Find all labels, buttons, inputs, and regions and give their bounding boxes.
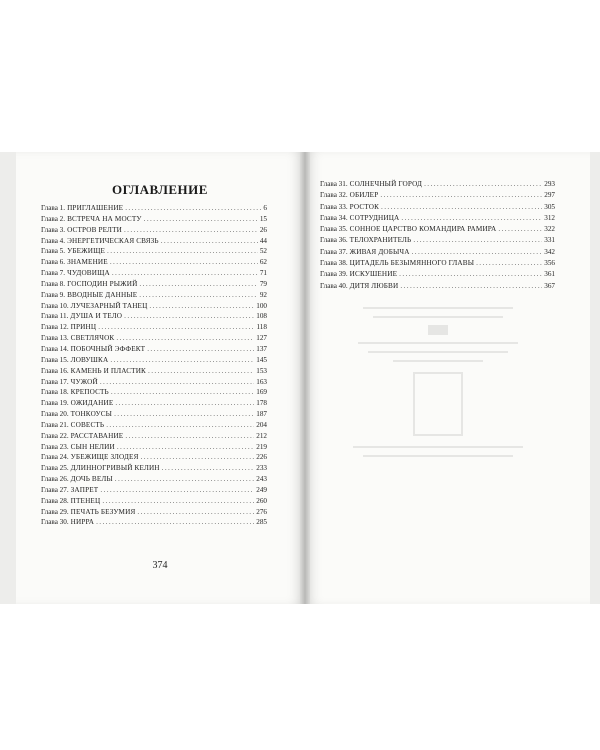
chapter-number: Глава 31.	[320, 180, 348, 188]
chapter-page: 204	[256, 420, 267, 429]
toc-entry	[41, 290, 267, 301]
toc-entry	[41, 301, 267, 312]
chapter-number: Глава 38.	[320, 259, 348, 268]
dot-leader	[399, 269, 542, 280]
chapter-number: Глава 15.	[41, 355, 69, 364]
chapter-page: 169	[256, 388, 267, 397]
chapter-number: Глава 19.	[41, 399, 69, 408]
chapter-number: Глава 16.	[41, 366, 69, 375]
chapter-number: Глава 36.	[320, 236, 348, 245]
toc-entry	[320, 202, 555, 213]
chapter-page: 356	[544, 259, 555, 268]
dot-leader	[124, 225, 258, 236]
chapter-title: ЗНАМЕНИЕ	[67, 258, 108, 267]
chapter-number: Глава 12.	[41, 323, 69, 332]
chapter-page: 108	[256, 312, 267, 321]
chapter-title: ВВОДНЫЕ ДАННЫЕ	[67, 290, 138, 299]
dot-leader	[96, 517, 254, 528]
chapter-number: Глава 30.	[41, 518, 69, 527]
chapter-number: Глава 26.	[41, 475, 69, 484]
toc-list-right	[320, 179, 555, 292]
toc-entry	[41, 268, 267, 279]
chapter-page: 361	[544, 270, 555, 279]
toc-entry	[320, 258, 555, 269]
toc-entry	[41, 257, 267, 268]
chapter-number: Глава 3.	[41, 225, 66, 234]
toc-entry	[41, 431, 267, 442]
chapter-page: 276	[256, 507, 267, 516]
chapter-page: 137	[256, 344, 267, 353]
toc-entry	[320, 179, 555, 190]
toc-entry	[41, 214, 267, 225]
chapter-page: 79	[259, 279, 267, 288]
chapter-page: 305	[544, 202, 555, 211]
chapter-number: Глава 13.	[41, 334, 69, 343]
dot-leader	[476, 258, 542, 269]
chapter-number: Глава 5.	[41, 247, 66, 256]
chapter-title: СВЕТЛЯЧОК	[70, 334, 115, 343]
chapter-title: ЛУЧЕЗАРНЫЙ ТАНЕЦ	[70, 301, 148, 310]
chapter-title: ЧУЖОЙ	[70, 377, 98, 386]
dot-leader	[148, 366, 254, 377]
dot-leader	[117, 442, 254, 453]
chapter-number: Глава 18.	[41, 388, 69, 397]
chapter-page: 322	[544, 225, 555, 234]
chapter-title: ГОСПОДИН РЫЖИЙ	[67, 279, 138, 288]
chapter-title: ДИТЯ ЛЮБВИ	[349, 281, 399, 290]
chapter-page: 260	[256, 496, 267, 505]
chapter-title: ДЛИННОГРИВЫЙ КЕЛИН	[70, 464, 160, 473]
toc-entry	[41, 279, 267, 290]
toc-entry	[41, 236, 267, 247]
toc-entry	[41, 377, 267, 388]
toc-entry	[320, 247, 555, 258]
bleed-through-imprint	[338, 300, 538, 550]
chapter-title: УБЕЖИЩЕ ЗЛОДЕЯ	[70, 453, 139, 462]
chapter-title: ТОНКОУСЫ	[70, 410, 113, 419]
dot-leader	[162, 463, 255, 474]
chapter-title: ДУША И ТЕЛО	[70, 312, 123, 321]
dot-leader	[401, 213, 542, 224]
chapter-number: Глава 28.	[41, 496, 69, 505]
toc-entry	[41, 355, 267, 366]
dot-leader	[412, 247, 543, 258]
chapter-title: ВСТРЕЧА НА МОСТУ	[67, 214, 142, 223]
dot-leader	[102, 496, 254, 507]
dot-leader	[115, 474, 254, 485]
dot-leader	[98, 322, 254, 333]
chapter-title: ПОБОЧНЫЙ ЭФФЕКТ	[70, 344, 146, 353]
chapter-title: ЦИТАДЕЛЬ БЕЗЫМЯННОГО ГЛАВЫ	[349, 259, 475, 268]
dot-leader	[114, 409, 254, 420]
chapter-page: 127	[256, 334, 267, 343]
chapter-number: Глава 35.	[320, 225, 348, 234]
toc-entry	[41, 387, 267, 398]
chapter-title: СОВЕСТЬ	[70, 420, 105, 429]
chapter-number: Глава 10.	[41, 301, 69, 310]
chapter-title: УБЕЖИЩЕ	[67, 247, 106, 256]
chapter-page: 62	[259, 258, 267, 267]
dot-leader	[111, 387, 254, 398]
chapter-page: 187	[256, 410, 267, 419]
chapter-page: 26	[259, 225, 267, 234]
book-gutter	[300, 152, 310, 604]
chapter-title: СОЛНЕЧНЫЙ ГОРОД	[349, 180, 423, 188]
chapter-title: ПЕЧАТЬ БЕЗУМИЯ	[70, 507, 136, 516]
dot-leader	[137, 507, 254, 518]
dot-leader	[125, 431, 254, 442]
chapter-page: 293	[544, 180, 555, 188]
chapter-title: СОННОЕ ЦАРСТВО КОМАНДИРА РАМИРА	[349, 225, 497, 234]
chapter-number: Глава 9.	[41, 290, 66, 299]
toc-entry	[41, 463, 267, 474]
dot-leader	[116, 333, 254, 344]
toc-entry	[41, 452, 267, 463]
chapter-number: Глава 22.	[41, 431, 69, 440]
chapter-title: ОЖИДАНИЕ	[70, 399, 114, 408]
chapter-title: ОСТРОВ РЕЛТИ	[67, 225, 122, 234]
chapter-number: Глава 27.	[41, 485, 69, 494]
toc-entry	[41, 398, 267, 409]
chapter-title: КАМЕНЬ И ПЛАСТИК	[70, 366, 147, 375]
dot-leader	[381, 202, 542, 213]
chapter-title: СЫН НЕЛИИ	[70, 442, 115, 451]
toc-entry	[320, 224, 555, 235]
chapter-page: 219	[256, 442, 267, 451]
chapter-title: ПРИНЦ	[70, 323, 97, 332]
toc-title: ОГЛАВЛЕНИЕ	[112, 182, 208, 197]
dot-leader	[106, 420, 254, 431]
toc-entry	[41, 496, 267, 507]
chapter-number: Глава 8.	[41, 279, 66, 288]
toc-entry	[41, 333, 267, 344]
dot-leader	[400, 281, 542, 292]
chapter-number: Глава 14.	[41, 344, 69, 353]
dot-leader	[144, 214, 258, 225]
chapter-page: 44	[259, 236, 267, 245]
chapter-page: 52	[259, 247, 267, 256]
chapter-number: Глава 4.	[41, 236, 66, 245]
chapter-page: 233	[256, 464, 267, 473]
chapter-page: 145	[256, 355, 267, 364]
chapter-number: Глава 25.	[41, 464, 69, 473]
toc-entry	[320, 281, 555, 292]
chapter-page: 6	[263, 204, 267, 212]
chapter-title: ПРИГЛАШЕНИЕ	[67, 204, 124, 212]
toc-entry	[41, 203, 267, 214]
chapter-page: 163	[256, 377, 267, 386]
chapter-title: ЭНЕРГЕТИЧЕСКАЯ СВЯЗЬ	[67, 236, 159, 245]
toc-entry	[320, 235, 555, 246]
chapter-number: Глава 6.	[41, 258, 66, 267]
toc-entry	[41, 344, 267, 355]
dot-leader	[161, 236, 258, 247]
toc-entry	[41, 246, 267, 257]
toc-entry	[41, 225, 267, 236]
toc-entry	[41, 322, 267, 333]
chapter-number: Глава 11.	[41, 312, 69, 321]
toc-entry	[41, 474, 267, 485]
chapter-number: Глава 39.	[320, 270, 348, 279]
chapter-page: 212	[256, 431, 267, 440]
chapter-page: 15	[259, 214, 267, 223]
chapter-page: 226	[256, 453, 267, 462]
dot-leader	[112, 268, 258, 279]
chapter-number: Глава 29.	[41, 507, 69, 516]
chapter-title: ЛОВУШКА	[70, 355, 109, 364]
dot-leader	[115, 398, 254, 409]
chapter-page: 367	[544, 281, 555, 290]
dot-leader	[107, 246, 258, 257]
toc-entry	[41, 507, 267, 518]
toc-entry	[41, 366, 267, 377]
dot-leader	[100, 377, 254, 388]
chapter-title: ЧУДОВИЩА	[67, 269, 110, 278]
dot-leader	[498, 224, 542, 235]
chapter-number: Глава 21.	[41, 420, 69, 429]
toc-entry	[320, 269, 555, 280]
chapter-page: 178	[256, 399, 267, 408]
toc-entry	[320, 213, 555, 224]
dot-leader	[380, 190, 542, 201]
chapter-page: 153	[256, 366, 267, 375]
chapter-page: 243	[256, 475, 267, 484]
chapter-number: Глава 20.	[41, 410, 69, 419]
dot-leader	[413, 235, 542, 246]
chapter-title: КРЕПОСТЬ	[70, 388, 109, 397]
toc-entry	[320, 190, 555, 201]
toc-entry	[41, 420, 267, 431]
dot-leader	[125, 203, 261, 214]
chapter-page: 297	[544, 191, 555, 200]
dot-leader	[100, 485, 254, 496]
dot-leader	[424, 179, 542, 190]
chapter-page: 331	[544, 236, 555, 245]
chapter-title: ЖИВАЯ ДОБЫЧА	[349, 247, 410, 256]
chapter-title: ОБИЛЕР	[349, 191, 379, 200]
chapter-page: 312	[544, 213, 555, 222]
chapter-page: 71	[259, 269, 267, 278]
page-number: 374	[152, 560, 168, 571]
chapter-title: РОСТОК	[349, 202, 380, 211]
chapter-number: Глава 1.	[41, 204, 66, 212]
chapter-number: Глава 33.	[320, 202, 348, 211]
toc-list-left	[41, 203, 267, 528]
dot-leader	[149, 301, 254, 312]
chapter-number: Глава 17.	[41, 377, 69, 386]
chapter-title: НИРРА	[70, 518, 95, 527]
toc-entry	[41, 485, 267, 496]
dot-leader	[139, 290, 258, 301]
dot-leader	[110, 355, 254, 366]
chapter-title: РАССТАВАНИЕ	[70, 431, 124, 440]
chapter-page: 118	[256, 323, 267, 332]
chapter-title: ЗАПРЕТ	[70, 485, 99, 494]
chapter-number: Глава 32.	[320, 191, 348, 200]
chapter-title: ТЕЛОХРАНИТЕЛЬ	[349, 236, 412, 245]
chapter-number: Глава 24.	[41, 453, 69, 462]
chapter-number: Глава 2.	[41, 214, 66, 223]
dot-leader	[147, 344, 254, 355]
chapter-title: ДОЧЬ ВЕЛЫ	[70, 475, 113, 484]
chapter-title: ПТЕНЕЦ	[70, 496, 101, 505]
chapter-number: Глава 7.	[41, 269, 66, 278]
chapter-page: 100	[256, 301, 267, 310]
dot-leader	[110, 257, 258, 268]
chapter-number: Глава 34.	[320, 213, 348, 222]
toc-entry	[41, 442, 267, 453]
chapter-page: 285	[256, 518, 267, 527]
chapter-page: 249	[256, 485, 267, 494]
toc-entry	[41, 517, 267, 528]
chapter-page: 342	[544, 247, 555, 256]
dot-leader	[124, 311, 254, 322]
toc-entry	[41, 311, 267, 322]
chapter-number: Глава 37.	[320, 247, 348, 256]
chapter-number: Глава 23.	[41, 442, 69, 451]
dot-leader	[139, 279, 257, 290]
chapter-title: ИСКУШЕНИЕ	[349, 270, 398, 279]
chapter-number: Глава 40.	[320, 281, 348, 290]
chapter-page: 92	[259, 290, 267, 299]
toc-entry	[41, 409, 267, 420]
dot-leader	[141, 452, 255, 463]
chapter-title: СОТРУДНИЦА	[349, 213, 400, 222]
